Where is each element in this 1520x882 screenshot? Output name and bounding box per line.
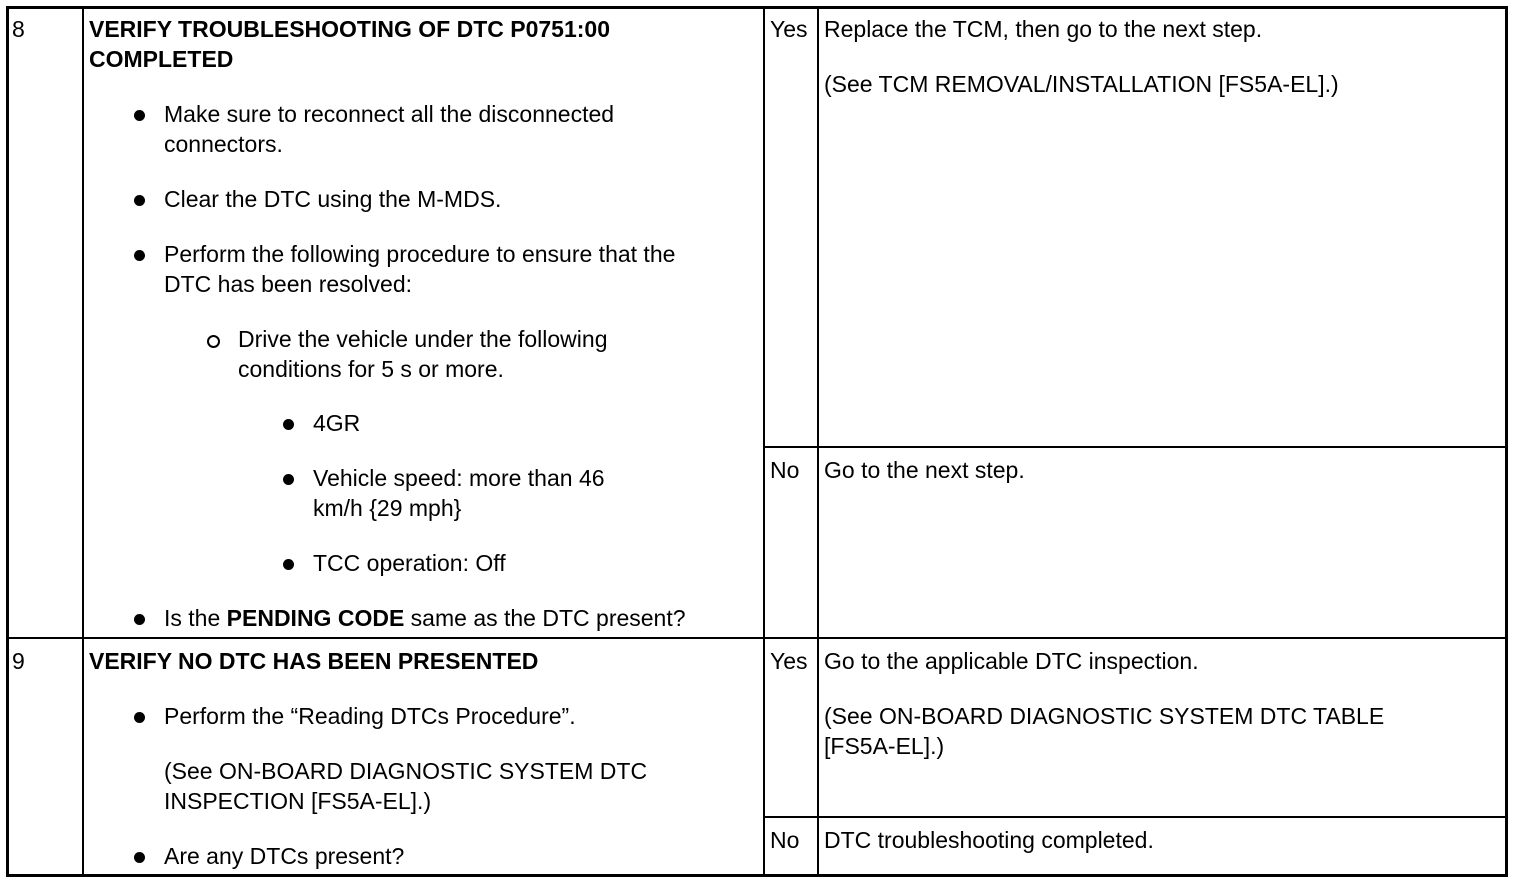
step8-bullet-clear-dtc: Clear the DTC using the M-MDS. <box>164 186 502 212</box>
step9-yes-action: Go to the applicable DTC inspection. <box>824 648 1199 674</box>
col-divider-number <box>82 7 84 876</box>
step8-no-action: Go to the next step. <box>824 457 1025 483</box>
step9-reference-line1: (See ON-BOARD DIAGNOSTIC SYSTEM DTC <box>164 758 648 784</box>
step-number-8: 8 <box>12 16 25 42</box>
step9-yes-reference-line1: (See ON-BOARD DIAGNOSTIC SYSTEM DTC TABLE <box>824 703 1385 729</box>
step8-title-line1: VERIFY TROUBLESHOOTING OF DTC P0751:00 <box>89 16 611 42</box>
step8-condition-speed-line2: km/h {29 mph} <box>313 495 462 521</box>
step8-bullet-perform-line1: Perform the following procedure to ensure that the <box>164 241 676 267</box>
bullet-icon <box>134 712 145 723</box>
step9-reference-line2: INSPECTION [FS5A-EL].) <box>164 788 432 814</box>
step9-title: VERIFY NO DTC HAS BEEN PRESENTED <box>89 648 539 674</box>
step8-title-line2: COMPLETED <box>89 46 234 72</box>
step8-sub-drive-line1: Drive the vehicle under the following <box>238 326 608 352</box>
step8-yes-reference: (See TCM REMOVAL/INSTALLATION [FS5A-EL].) <box>824 71 1339 97</box>
step8-condition-tcc: TCC operation: Off <box>313 550 506 576</box>
bullet-icon <box>134 110 145 121</box>
bullet-icon <box>134 614 145 625</box>
step8-condition-speed-line1: Vehicle speed: more than 46 <box>313 465 605 491</box>
step9-no-label: No <box>770 827 800 853</box>
step8-question-pre: Is the <box>164 605 227 631</box>
bullet-icon <box>283 474 294 485</box>
step8-yes-label: Yes <box>770 16 808 42</box>
step9-yes-label: Yes <box>770 648 808 674</box>
step8-question-post: same as the DTC present? <box>404 605 686 631</box>
step8-no-label: No <box>770 457 800 483</box>
step9-yes-reference-line2: [FS5A-EL].) <box>824 733 945 759</box>
bullet-icon <box>134 195 145 206</box>
step8-bullet-perform-line2: DTC has been resolved: <box>164 271 413 297</box>
sub-bullet-icon <box>207 335 220 348</box>
step-number-9: 9 <box>12 648 25 674</box>
bullet-icon <box>134 250 145 261</box>
step9-question: Are any DTCs present? <box>164 843 405 869</box>
col-divider-procedure <box>763 7 765 876</box>
step9-bullet-perform: Perform the “Reading DTCs Procedure”. <box>164 703 576 729</box>
step8-bullet-reconnect-line1: Make sure to reconnect all the disconnected <box>164 101 615 127</box>
bullet-icon <box>134 852 145 863</box>
step8-yes-action: Replace the TCM, then go to the next step. <box>824 16 1263 42</box>
step9-no-action: DTC troubleshooting completed. <box>824 827 1154 853</box>
row-divider-step9-yes-no <box>763 816 1507 818</box>
step8-condition-gear: 4GR <box>313 410 361 436</box>
row-divider-step <box>7 637 1507 639</box>
bullet-icon <box>283 419 294 430</box>
bullet-icon <box>283 559 294 570</box>
step8-bullet-reconnect-line2: connectors. <box>164 131 283 157</box>
step8-sub-drive-line2: conditions for 5 s or more. <box>238 356 504 382</box>
row-divider-step8-yes-no <box>763 446 1507 448</box>
col-divider-answer <box>817 7 819 876</box>
step8-question <box>164 603 686 633</box>
step8-question-bold: PENDING CODE <box>226 605 405 631</box>
